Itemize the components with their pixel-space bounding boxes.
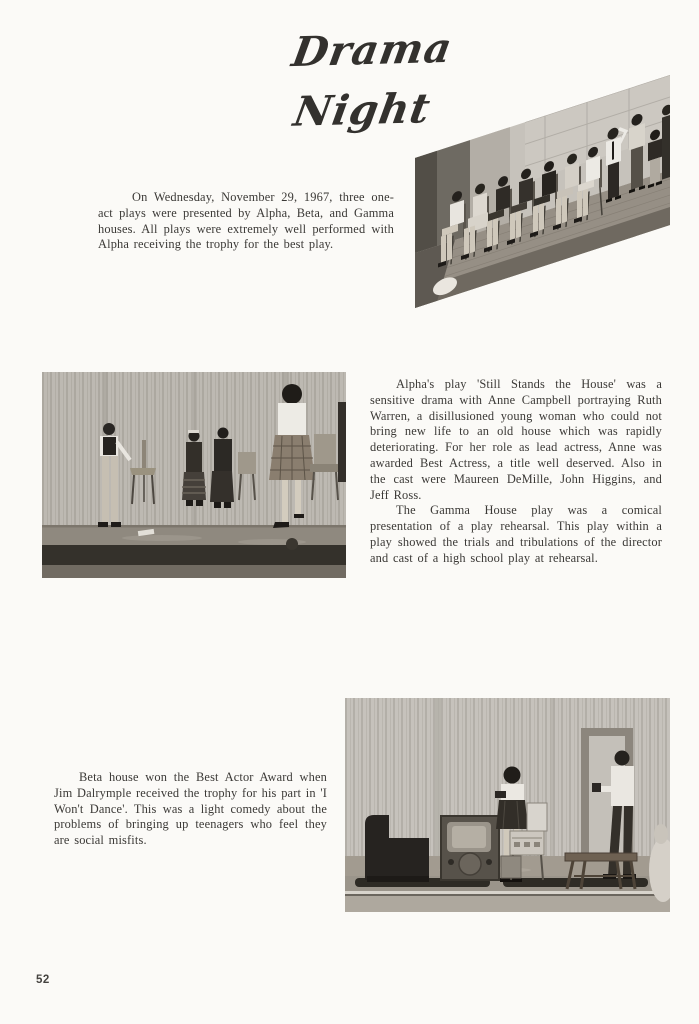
stage-chair-mid — [238, 452, 256, 474]
beta-paragraph: Beta house won the Best Actor Award when Jim Dalrymple received the trophy for his part in 'I Won't Dance'. This was a light comedy about the problems of bringing up teenagers who feel they are social misfits. — [54, 770, 327, 848]
alpha-photo-art — [42, 372, 346, 578]
television-prop — [441, 816, 499, 880]
beta-text-block — [54, 770, 327, 849]
photo-alpha-play — [42, 372, 346, 578]
page-number: 52 — [36, 974, 50, 986]
intro-paragraph: On Wednesday, November 29, 1967, three one-act plays were presented by Alpha, Beta, and Gamma houses. All plays were extremely well performed with Alpha receiving the trophy for the best play. — [98, 190, 394, 252]
photo-beta-play — [345, 698, 670, 912]
photo-audience — [415, 75, 670, 308]
intro-text-block — [98, 190, 394, 253]
audience-photo-art — [415, 75, 670, 308]
beta-photo-art — [345, 698, 670, 912]
kettle-prop — [286, 538, 298, 550]
page-title: Drama Night — [288, 23, 457, 136]
gamma-paragraph: The Gamma House play was a comical presentation of a play rehearsal. This play within a play showed the trials and tribulations of the director and cast of a high school play at rehearsal. — [370, 503, 662, 565]
alpha-paragraph: Alpha's play 'Still Stands the House' was a sensitive drama with Anne Campbell portraying Ruth Warren, a disillusioned young woman who could not bring new life to an old house which was rapidly deteriorating. For her role as lead actress, Anne was awarded Best Actress, a title well deserved. Also in the cast were Maureen DeMille, John Higgins, and Jeff Ross. — [370, 377, 662, 502]
alpha-gamma-text-block — [370, 377, 662, 567]
